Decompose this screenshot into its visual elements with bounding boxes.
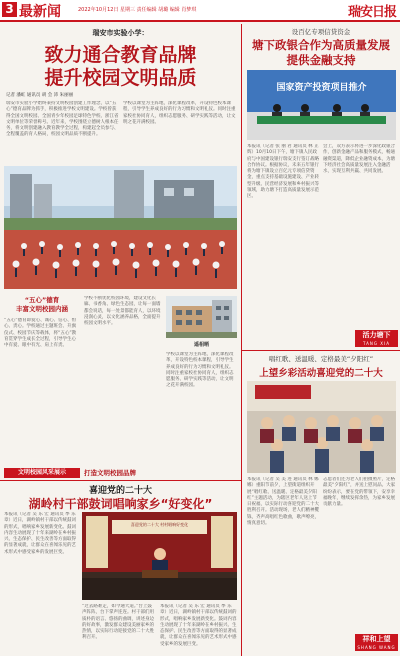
tag-en: SHANG WANG — [357, 645, 396, 650]
story2-tag — [355, 330, 398, 347]
story1-body: 学校以课堂为主阵地，深化课程改革，开设特色校本课程，引导学生养成良好的行为习惯和文明礼仪。同时注重家校社协同育人，组织志愿服务、研学实践等活动，让文明之花开满校园。 — [123, 101, 236, 125]
section-title: 最新闻 — [19, 4, 61, 20]
tag-label: 活力塘下 — [362, 331, 391, 339]
section-divider — [0, 480, 241, 481]
story3-body: 本报讯（记者 吴 美 进 通讯员 林 娜 娜）重阳节前夕，上望街道组织开展“唱红歌、送温暖、定格最美夕阳红”主题活动，为辖区老年人送上节日祝福，以实际行动喜迎党的二十大胜利召开。活动现场，老人们精神矍铄，齐声高唱红色歌曲，歌声嘹亮，情真意切。 — [247, 477, 319, 527]
story4-title: 湖岭村干部鼓词唱响家乡“好变化” — [28, 497, 213, 511]
story1-kicker: 瑞安市实验小学： — [92, 29, 149, 37]
story2-title-line2: 提供金融支持 — [286, 53, 356, 67]
story2-body: 会上，双方表示将进一步深化政银合作，创新金融产品和服务模式，畅通融资渠道，降低企业融资成本，为塘下经济社会高质量发展注入金融活水，实现互利共赢、共同发展。 — [323, 144, 395, 175]
page-number: 3 — [2, 2, 17, 17]
story1-body: 学校以课堂为主阵地，深化课程改革，开设特色校本课程，引导学生养成良好的行为习惯和文明礼仪。同时注重家校社协同育人，组织志愿服务、研学实践等活动，让文明之花开满校园。 — [166, 352, 234, 389]
story2-title-line1: 塘下政银合作为高质量发展 — [252, 38, 390, 52]
story1-title-line1: 致力通合教育品牌 — [44, 44, 197, 66]
story4-body: 本报讯（记者 吴 乐 宏 通讯员 季 乐 章）近日，湖岭镇村干部以传统鼓词的形式，唱响家乡发展新变化。鼓词内容生动展现了十年来湖岭在乡村振兴、生态保护、民生改善等方面取得的显著成就，让群众在喜闻乐见的艺术形式中感受家乡的发展巨变。 — [160, 604, 237, 647]
story4-body: 本报讯（记者 吴 乐 宏 通讯员 季 乐 章）近日，湖岭镇村干部以传统鼓词的形式，唱响家乡发展新变化。鼓词内容生动展现了十年来湖岭在乡村振兴、生态保护、民生改善等方面取得的显著成就，让群众在喜闻乐见的艺术形式中感受家乡的发展巨变。 — [4, 512, 76, 555]
story1-body: “五心”德育即爱心、诚心、信心、恒心、责心。学校通过主题班会、升旗仪式、校园节庆等载体，将“五心”教育贯穿学生成长全过程，引导学生心中有爱、眼中有光、肩上有责。 — [4, 318, 77, 349]
stage-banner: 喜迎党的二十大 村村唱响好变化 — [130, 522, 189, 527]
story2-kicker: 设百亿专项信贷资金 — [291, 28, 351, 36]
story3-body: 志愿者们还为老人们拍摄照片，定格最美“夕阳红”，并送上慰问品。大家纷纷表示，要在党的带领下，安享幸福晚年，继续发挥余热，为家乡发展贡献力量。 — [323, 477, 396, 508]
photo-caption: 遥相晒 — [193, 342, 209, 348]
tag-en: TANG XIA — [363, 341, 390, 346]
school-building-photo — [166, 296, 237, 338]
story1-subhead: “五心”德育 丰富文明校园内涵 — [16, 296, 68, 313]
newspaper-logo: 瑞安日报 — [347, 5, 396, 20]
story1-body: 瑞安市实验小学始终秉持文明校园创建工作理念，以“五心”德育品牌为抓手，积极推进学校文明建设。学校曾获得全国文明校园、全国青少年校园足球特色学校、浙江省文明单位等荣誉称号。近年来，学校围绕立德树人根本任务，将文明创建融入教育教学全过程，构建起全员参与、全程覆盖的育人格局，校园文明品质不断提升。 — [6, 101, 119, 138]
story4-kicker: 喜迎党的二十大 — [88, 486, 152, 496]
banner-text: 国家资产投资项目推介 — [276, 83, 367, 93]
story1-subhead2: 打造文明校园品牌 — [84, 469, 136, 477]
section-divider — [242, 350, 400, 351]
column-divider — [241, 24, 242, 656]
story1-title-line2: 提升校园文明品质 — [44, 67, 197, 89]
story1-tag: 文明校园风采展示 — [4, 468, 80, 478]
seniors-group-photo — [247, 381, 396, 473]
story3-tag — [355, 634, 398, 651]
story2-body: 本报讯（记者 张 丽 君 通讯员 林 正 辉）10月10日下午，塘下镇人民政府与中国建设银行瑞安支行签订战略合作协议。根据协议，未来五年银行将为塘下镇设立百亿元专项信贷资金，重点支持基础设施建设、产业转型升级、民营经济发展和乡村振兴等领域，助力塘下打造高质量发展示范区。 — [247, 144, 319, 200]
story1-body: 学校不断优化校园环境，建设文化长廊、书香角、绿色生态园，让每一面墙都会说话，每一处景都能育人，以环境浸润心灵，以文化涵养品格，全面提升校园文明水平。 — [84, 296, 161, 327]
tag-label: 祥和上望 — [362, 635, 391, 643]
story3-kicker: 唱红歌、送温暖、定格最美“夕阳红” — [268, 355, 374, 363]
page-header — [0, 0, 400, 22]
story4-body: “过去路难走，如今通大道。”台上鼓声阵阵，台下掌声连连。村干部们用质朴的语言、悠扬的曲调，讲述身边的好故事，激发群众建设美丽家乡的热情，以实际行动迎接党的二十大胜利召开。 — [82, 604, 154, 641]
story3-title: 上望乡彩活动喜迎党的二十大 — [259, 368, 383, 379]
story1-byline: 记者 潘虹 通讯员 胡 会 沛 朱丽丽 — [6, 93, 74, 98]
issue-meta: 2022年10月12日 星期三 责任编辑 胡璐 编辑 肖梦琪 — [78, 7, 197, 13]
students-exercise-photo — [4, 166, 237, 289]
